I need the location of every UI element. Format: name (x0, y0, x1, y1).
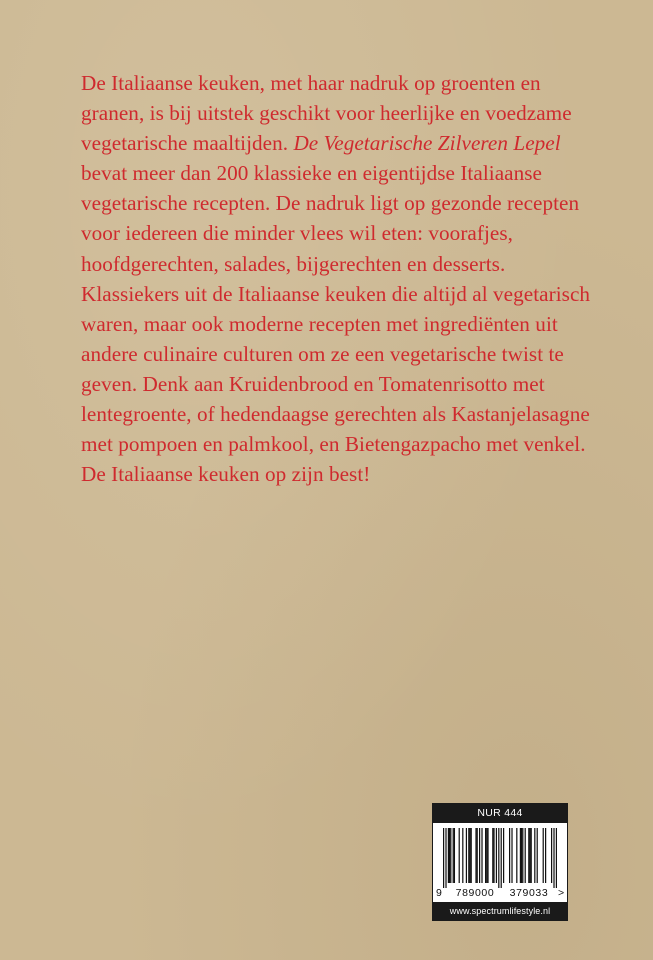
barcode-bar (475, 828, 476, 883)
barcode-bar (492, 828, 493, 883)
book-title-italic: De Vegetarische Zilveren Lepel (293, 131, 561, 156)
barcode-guard-bar (553, 828, 554, 888)
nur-code: NUR 444 (433, 804, 567, 823)
barcode-bar (528, 828, 529, 883)
barcode-bar (516, 828, 517, 883)
blurb-intro: De Italiaanse keuken, met haar nadruk op groenten en granen, is bij uitstek geschikt voor heerlijke en voedzame vegetarische maaltijden. (81, 71, 572, 156)
barcode-bar (468, 828, 469, 883)
barcode-bar (454, 828, 455, 883)
barcode-bar (496, 828, 497, 883)
barcode-bar (520, 828, 521, 883)
barcode-bar (459, 828, 460, 883)
barcode-guard-bar (501, 828, 502, 888)
isbn-quiet-zone-marker: > (558, 887, 565, 899)
barcode-bar (448, 828, 449, 883)
barcode-bar (486, 828, 487, 883)
barcode-bar (469, 828, 470, 883)
barcode-bar (529, 828, 530, 883)
barcode-bar (545, 828, 546, 883)
barcode-bar (493, 828, 494, 883)
barcode-bar (462, 828, 463, 883)
barcode-bar (487, 828, 488, 883)
barcode-bar (511, 828, 512, 883)
barcode-bar (522, 828, 523, 883)
isbn-group-left: 789000 (455, 887, 495, 899)
barcode-bar (537, 828, 538, 883)
barcode-bar (471, 828, 472, 883)
blurb-text (81, 68, 601, 489)
barcode-bar (466, 828, 467, 883)
barcode-guard-bar (443, 828, 444, 888)
barcode-bar (521, 828, 522, 883)
barcode-bar (503, 828, 504, 883)
barcode-bar (531, 828, 532, 883)
isbn-group-right: 379033 (509, 887, 549, 899)
isbn-number (433, 887, 567, 901)
barcode-bar (477, 828, 478, 883)
barcode-bar (450, 828, 451, 883)
barcode-bar (449, 828, 450, 883)
barcode-bar (453, 828, 454, 883)
barcode-bar (485, 828, 486, 883)
barcode-guard-bar (556, 828, 557, 888)
barcode-panel (433, 804, 567, 920)
barcode-guard-bar (498, 828, 499, 888)
publisher-website: www.spectrumlifestyle.nl (433, 902, 567, 920)
isbn-lead-digit: 9 (436, 887, 442, 899)
blurb-body: bevat meer dan 200 klassieke en eigentijdse Italiaanse vegetarische recepten. De nadruk ligt op gezonde recepten voor iedereen die minder vlees wil eten: voorafjes, hoofdgerechten, salades, bijgerechten en desserts. Klassiekers uit de Italiaanse keuken die altijd al vegetarisch waren, maar ook moderne recepten met ingrediënten uit andere culinaire culturen om ze een vegetarische twist te geven. Denk aan Kruidenbrood en Tomatenrisotto met lentegroente, of hedendaagse gerechten als Kastanjelasagne met pompoen en palmkool, en Bietengazpacho met venkel. De Italiaanse keuken op zijn best! (81, 161, 591, 487)
barcode-guard-bar (445, 828, 446, 888)
barcode-bar (551, 828, 552, 883)
barcode-bar (525, 828, 526, 883)
barcode-bar (481, 828, 482, 883)
barcode-bar (479, 828, 480, 883)
barcode-bar (534, 828, 535, 883)
barcode-icon (443, 828, 557, 888)
barcode-bar (543, 828, 544, 883)
barcode-bar (509, 828, 510, 883)
